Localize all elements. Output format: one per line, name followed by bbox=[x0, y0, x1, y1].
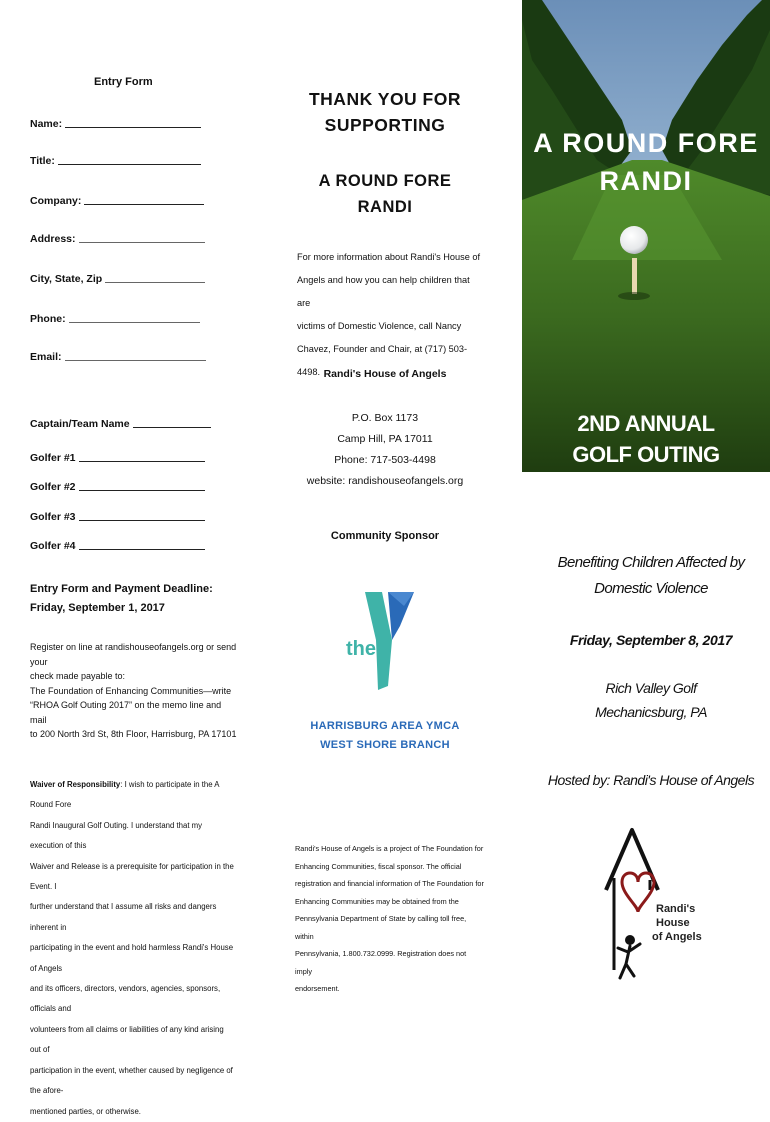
company-label: Company: bbox=[30, 195, 82, 207]
ymca-line-2: WEST SHORE BRANCH bbox=[320, 739, 450, 751]
ymca-logo bbox=[330, 588, 430, 698]
benefit-line-1: Benefiting Children Affected by bbox=[557, 554, 745, 571]
address-line: Camp Hill, PA 17011 bbox=[337, 433, 433, 445]
name-line bbox=[65, 126, 201, 128]
org-name: Randi's House of Angels bbox=[323, 368, 447, 380]
waiver-line: Waiver and Release is a prerequisite for participation in the Event. I bbox=[30, 861, 234, 892]
waiver-line bbox=[30, 775, 235, 816]
address-line bbox=[79, 241, 205, 243]
website-link[interactable]: website: randishouseofangels.org bbox=[306, 475, 464, 487]
thanks-line-1: THANK YOU FOR bbox=[308, 89, 461, 109]
deadline-line-2: Friday, September 1, 2017 bbox=[30, 602, 165, 614]
golfer-2-label: Golfer #2 bbox=[30, 481, 76, 493]
email-field[interactable] bbox=[30, 351, 206, 363]
event-line-2: RANDI bbox=[357, 198, 413, 216]
golf-course-photo bbox=[522, 0, 770, 472]
logo-text-1: Randi's bbox=[656, 903, 696, 915]
title-line bbox=[58, 163, 201, 165]
info-line: Angels and how you can help children that are bbox=[297, 275, 470, 308]
email-label: Email: bbox=[30, 351, 62, 363]
name-field[interactable] bbox=[30, 118, 201, 130]
project-line: Enhancing Communities may be obtained from the bbox=[295, 896, 459, 906]
waiver-line: further understand that I assume all risks and dangers inherent in bbox=[30, 902, 217, 932]
event-venue bbox=[540, 676, 762, 724]
thanks-line-2: SUPPORTING bbox=[324, 115, 446, 135]
event-name-heading bbox=[290, 168, 480, 220]
captain-team-field[interactable] bbox=[30, 418, 211, 430]
logo-text-3: of Angels bbox=[652, 931, 702, 943]
deadline-block bbox=[30, 580, 213, 618]
project-line: Pennsylvania, 1.800.732.0999. Registration does not imply bbox=[295, 949, 467, 976]
golfer-1-line bbox=[79, 460, 205, 462]
project-line: Pennsylvania Department of State by calling toll free, within bbox=[295, 914, 467, 941]
project-disclaimer bbox=[295, 840, 485, 998]
info-paragraph bbox=[297, 246, 482, 384]
event-date: Friday, September 8, 2017 bbox=[569, 632, 733, 648]
phone-line bbox=[69, 321, 200, 323]
golfer-2-line bbox=[79, 489, 205, 491]
address-line: P.O. Box 1173 bbox=[351, 412, 419, 424]
company-field[interactable] bbox=[30, 195, 204, 207]
golfer-2-field[interactable] bbox=[30, 481, 205, 493]
address-line: Phone: 717-503-4498 bbox=[334, 454, 436, 466]
community-sponsor-heading: Community Sponsor bbox=[330, 530, 440, 542]
name-label: Name: bbox=[30, 118, 63, 130]
phone-label: Phone: bbox=[30, 313, 66, 325]
title-label: Title: bbox=[30, 155, 55, 167]
golfer-3-line bbox=[79, 519, 205, 521]
info-line: Chavez, Founder and Chair, at (717) 503-4498. bbox=[297, 344, 468, 377]
project-line: endorsement. bbox=[295, 984, 340, 993]
waiver-label: Waiver of Responsibility bbox=[30, 780, 121, 789]
captain-team-line bbox=[133, 426, 211, 428]
waiver-line: Randi Inaugural Golf Outing. I understand that my execution of this bbox=[30, 820, 203, 851]
thank-you-heading bbox=[290, 86, 480, 138]
project-line: Randi's House of Angels is a project of The Foundation for bbox=[295, 844, 484, 853]
waiver-line: mentioned parties, or otherwise. bbox=[30, 1106, 141, 1116]
golfer-4-label: Golfer #4 bbox=[30, 540, 76, 552]
project-line: registration and financial information of The Foundation for bbox=[295, 879, 484, 888]
venue-line-1: Rich Valley Golf bbox=[605, 680, 697, 696]
hero-title-line-2: RANDI bbox=[599, 166, 693, 196]
waiver-line: and its officers, directors, vendors, agencies, sponsors, officials and bbox=[30, 984, 221, 1014]
waiver-line: volunteers from all claims or liabilities of any kind arising out of bbox=[30, 1024, 224, 1055]
golfer-3-field[interactable] bbox=[30, 511, 205, 523]
house-heart-icon bbox=[600, 820, 710, 985]
register-line: “RHOA Golf Outing 2017” on the memo line and mail bbox=[30, 700, 222, 725]
golfer-4-field[interactable] bbox=[30, 540, 205, 552]
ymca-line-1: HARRISBURG AREA YMCA bbox=[310, 720, 460, 732]
ymca-branch-name bbox=[290, 717, 480, 755]
city-state-zip-line bbox=[105, 281, 205, 283]
golfer-1-field[interactable] bbox=[30, 452, 205, 464]
register-line: The Foundation of Enhancing Communities—write bbox=[30, 685, 232, 696]
hero-title-line-1: A ROUND FORE bbox=[533, 128, 759, 158]
register-line: Register on line at randishouseofangels.org or send your bbox=[30, 642, 237, 667]
hero-sub-line-2: GOLF OUTING bbox=[572, 442, 720, 467]
title-field[interactable] bbox=[30, 155, 201, 167]
captain-team-label: Captain/Team Name bbox=[30, 418, 130, 430]
venue-line-2: Mechanicsburg, PA bbox=[595, 704, 707, 720]
register-line: to 200 North 3rd St, 8th Floor, Harrisburg, PA 17101 bbox=[30, 729, 237, 739]
city-state-zip-field[interactable] bbox=[30, 273, 205, 285]
ymca-logo-graphic bbox=[330, 588, 430, 698]
randis-house-logo bbox=[600, 820, 710, 985]
city-state-zip-label: City, State, Zip bbox=[30, 273, 103, 285]
info-line: victims of Domestic Violence, call Nancy bbox=[297, 321, 462, 331]
golfer-4-line bbox=[79, 548, 205, 550]
contact-address bbox=[290, 408, 480, 492]
logo-text-2: House bbox=[656, 917, 690, 929]
company-line bbox=[84, 203, 204, 205]
event-line-1: A ROUND FORE bbox=[318, 172, 452, 190]
email-line bbox=[65, 359, 206, 361]
hero-golf-outing bbox=[522, 408, 770, 470]
ymca-small-text: YMCA bbox=[395, 659, 409, 681]
ymca-the-text: the bbox=[346, 638, 376, 660]
address-label: Address: bbox=[30, 233, 76, 245]
deadline-line-1: Entry Form and Payment Deadline: bbox=[30, 583, 213, 595]
hosted-by: Hosted by: Randi's House of Angels bbox=[547, 772, 755, 788]
waiver-line: participation in the event, whether caused by negligence of the afore- bbox=[30, 1065, 233, 1096]
waiver-text bbox=[30, 775, 235, 1122]
waiver-line: participating in the event and hold harmless Randi's House of Angels bbox=[30, 943, 234, 973]
phone-field[interactable] bbox=[30, 313, 200, 325]
entry-form-title: Entry Form bbox=[94, 76, 153, 88]
benefit-line-2: Domestic Violence bbox=[594, 580, 708, 597]
golf-hero-image bbox=[522, 0, 770, 472]
project-line: Enhancing Communities, fiscal sponsor. The official bbox=[295, 861, 462, 871]
golfer-3-label: Golfer #3 bbox=[30, 511, 76, 523]
waiver-line-start: : I wish to participate in the A Round Fore bbox=[30, 780, 220, 810]
golfer-1-label: Golfer #1 bbox=[30, 452, 76, 464]
benefit-statement bbox=[540, 550, 762, 602]
register-line: check made payable to: bbox=[30, 671, 126, 681]
hero-event-title bbox=[522, 124, 770, 200]
hero-sub-line-1: 2ND ANNUAL bbox=[577, 411, 715, 436]
info-line: For more information about Randi's House of bbox=[297, 252, 481, 262]
register-instructions bbox=[30, 640, 240, 742]
address-field[interactable] bbox=[30, 233, 205, 245]
